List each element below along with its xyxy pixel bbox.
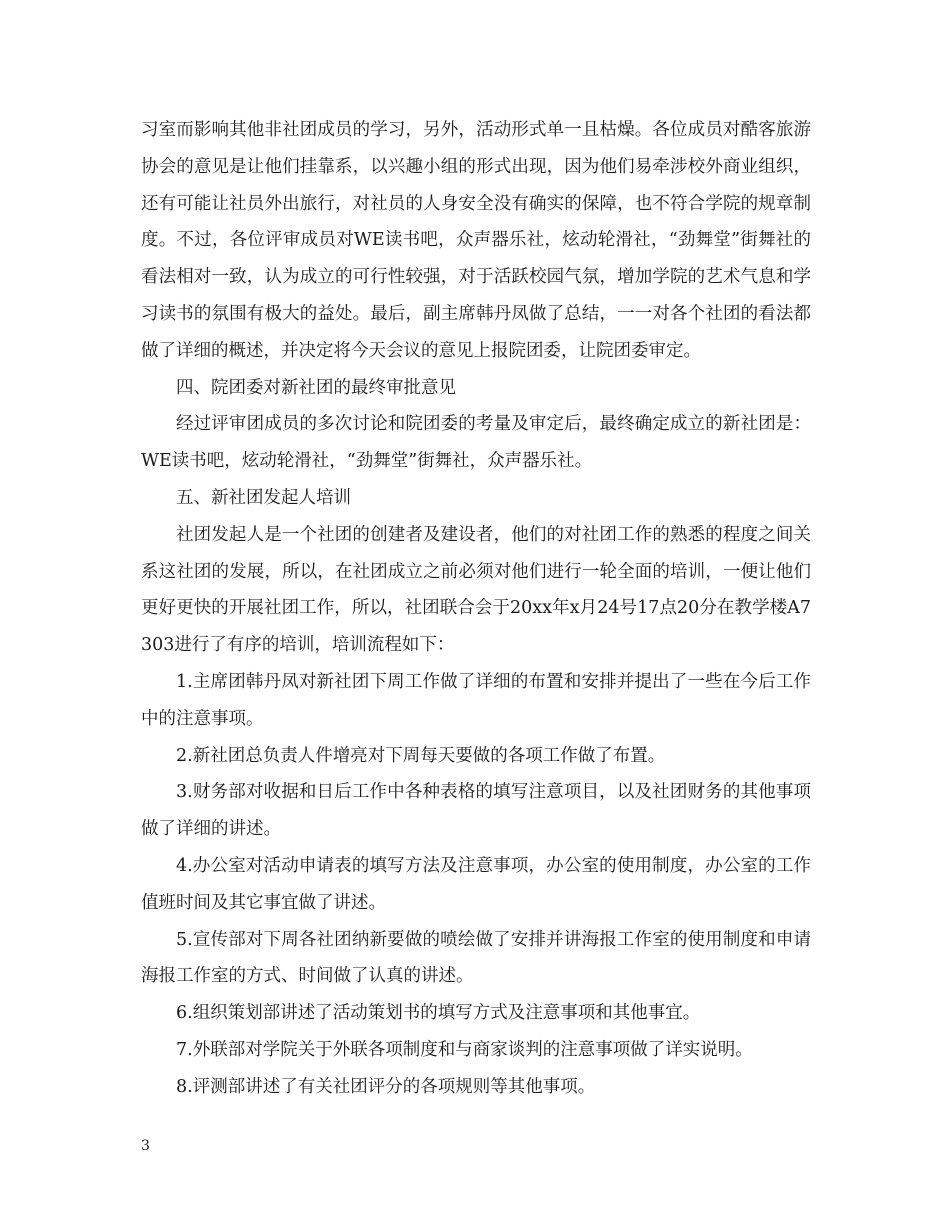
paragraph-approval: 经过评审团成员的多次讨论和院团委的考量及审定后，最终确定成立的新社团是：WE读书吧，炫动轮滑社，“劲舞堂”街舞社，众声器乐社。 xyxy=(141,414,811,472)
list-item-8: 8.评测部讲述了有关社团评分的各项规则等其他事项。 xyxy=(176,1076,596,1097)
list-item-1: 1.主席团韩丹凤对新社团下周工作做了详细的布置和安排并提出了一些在今后工作中的注意事项。 xyxy=(141,671,811,729)
list-item-2: 2.新社团总负责人件增亮对下周每天要做的各项工作做了布置。 xyxy=(176,745,666,766)
paragraph-continuation: 习室而影响其他非社团成员的学习，另外，活动形式单一且枯燥。各位成员对酷客旅游协会的意见是让他们挂靠系，以兴趣小组的形式出现，因为他们易牵涉校外商业组织，还有可能让社员外出旅行，对社员的人身安全没有确实的保障，也不符合学院的规章制度。不过，各位评审成员对WE读书吧，众声器乐社，炫动轮滑社，“劲舞堂”街舞社的看法相对一致，认为成立的可行性较强，对于活跃校园气氛，增加学院的艺术气息和学习读书的氛围有极大的益处。最后，副主席韩丹凤做了总结，一一对各个社团的看法都做了详细的概述，并决定将今天会议的意见上报院团委，让院团委审定。 xyxy=(141,120,811,361)
paragraph-training-intro: 社团发起人是一个社团的创建者及建设者，他们的对社团工作的熟悉的程度之间关系这社团的发展，所以，在社团成立之前必须对他们进行一轮全面的培训，一便让他们更好更快的开展社团工作，所以，社团联合会于20xx年x月24号17点20分在教学楼A7303进行了有序的培训，培训流程如下： xyxy=(141,524,811,656)
page-number: 3 xyxy=(141,1138,150,1154)
document-body xyxy=(141,112,811,1106)
section-heading-5: 五、新社团发起人培训 xyxy=(176,487,351,508)
list-item-7: 7.外联部对学院关于外联各项制度和与商家谈判的注意事项做了详实说明。 xyxy=(176,1039,753,1060)
list-item-4: 4.办公室对活动申请表的填写方法及注意事项，办公室的使用制度，办公室的工作值班时间及其它事宜做了讲述。 xyxy=(141,855,811,913)
list-item-5: 5.宣传部对下周各社团纳新要做的喷绘做了安排并讲海报工作室的使用制度和申请海报工作室的方式、时间做了认真的讲述。 xyxy=(141,929,811,987)
list-item-6: 6.组织策划部讲述了活动策划书的填写方式及注意事项和其他事宜。 xyxy=(176,1003,701,1024)
list-item-3: 3.财务部对收据和日后工作中各种表格的填写注意项目，以及社团财务的其他事项做了详细的讲述。 xyxy=(141,782,811,840)
section-heading-4: 四、院团委对新社团的最终审批意见 xyxy=(176,377,456,398)
